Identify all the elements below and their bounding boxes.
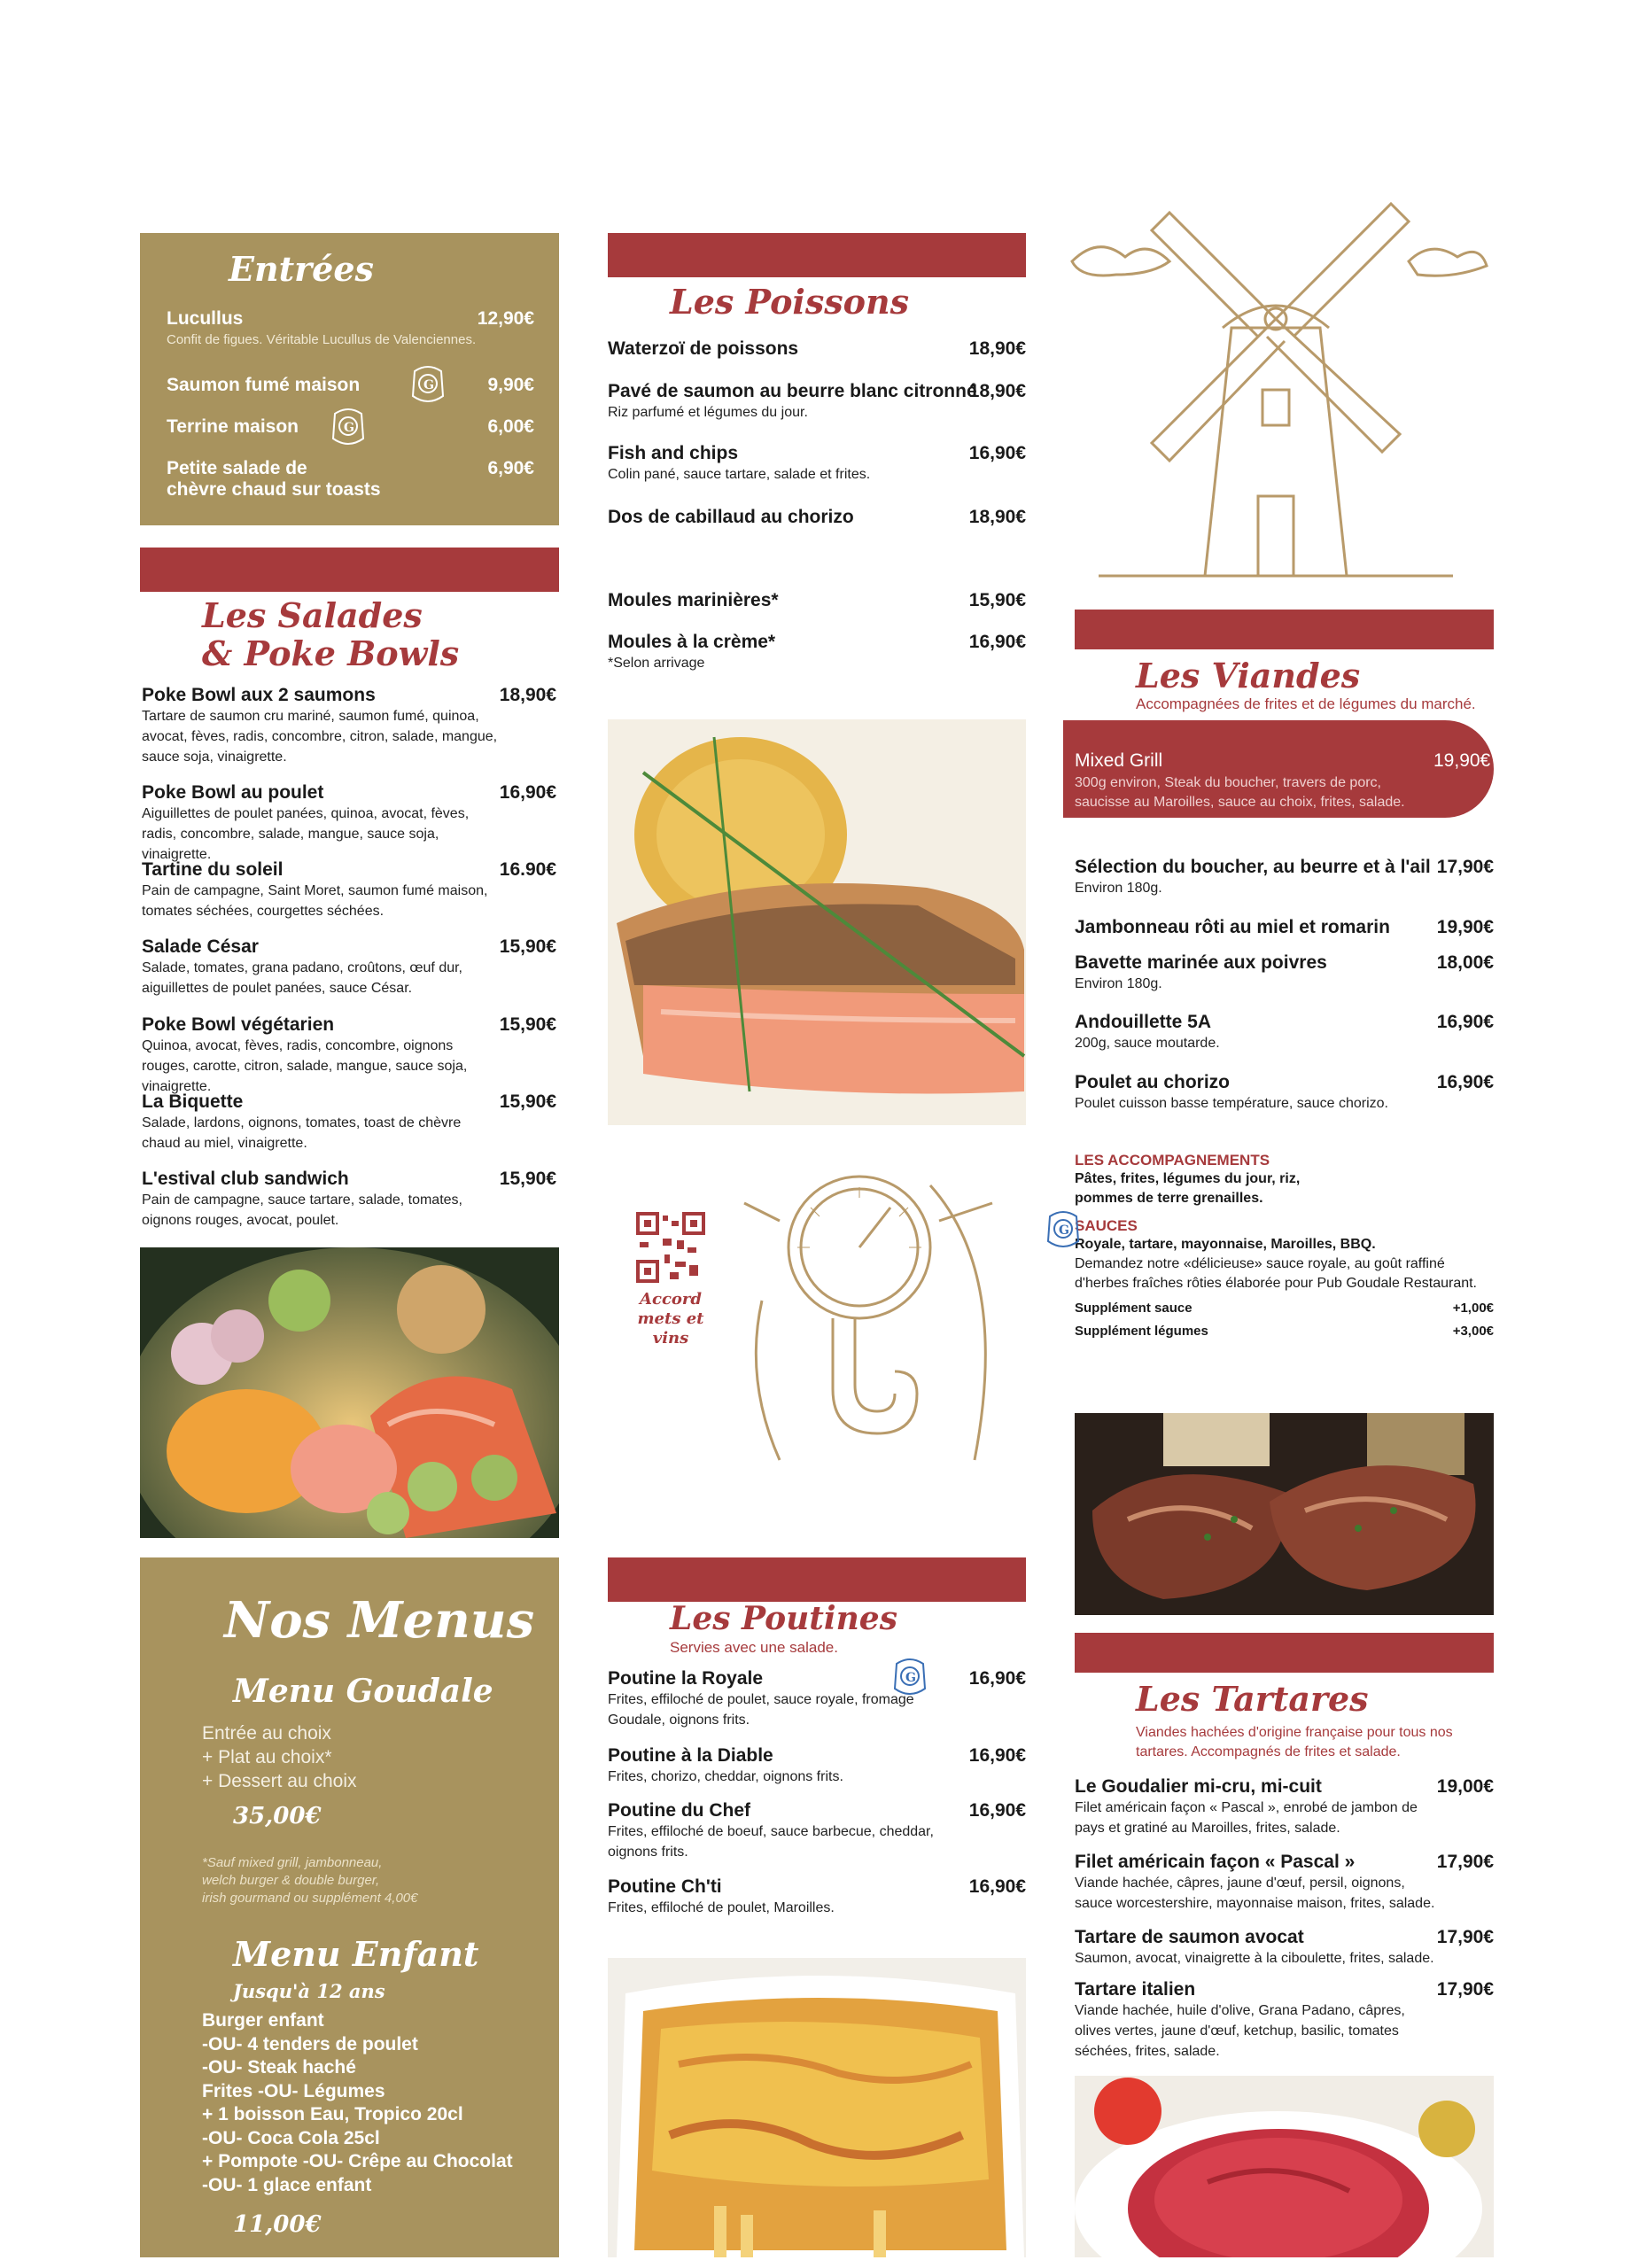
entrees-title: Entrées: [229, 249, 374, 289]
item-name: Poutine Ch'ti: [608, 1876, 722, 1897]
item-name: Poutine la Royale: [608, 1668, 764, 1689]
item-price: 16,90€: [499, 782, 556, 803]
item-price: 17,90€: [1436, 1852, 1494, 1872]
item-name: Pavé de saumon au beurre blanc citronné: [608, 381, 977, 401]
item-description: Quinoa, avocat, fèves, radis, concombre, oignons rouges, carotte, citron, salade, mangue, sauce soja, vinaigrette.: [142, 1038, 468, 1094]
item-description: Salade, lardons, oignons, tomates, toast de chèvre chaud au miel, vinaigrette.: [142, 1115, 462, 1151]
menu-item: [1075, 952, 1494, 994]
item-price: 17,90€: [1436, 1927, 1494, 1947]
item-price: 15,90€: [499, 936, 556, 957]
menu-goudale-title: Menu Goudale: [233, 1673, 493, 1710]
menu-item: [1075, 857, 1494, 898]
menu-item: Petite salade de chèvre chaud sur toasts 6,90€: [167, 458, 534, 500]
tartare-photo: [1075, 2076, 1494, 2257]
item-name: Dos de cabillaud au chorizo: [608, 507, 854, 527]
menu-item: [608, 590, 1026, 611]
item-price: 16,90€: [968, 632, 1026, 652]
item-description: Environ 180g.: [1075, 976, 1162, 991]
item-price: 16,90€: [1436, 1072, 1494, 1092]
item-name: Poulet au chorizo: [1075, 1072, 1231, 1092]
item-price: 19,00€: [1436, 1776, 1494, 1797]
menu-item: [1075, 1012, 1494, 1053]
menu-item: [142, 1169, 556, 1231]
item-name: Poke Bowl au poulet: [142, 782, 324, 803]
menu-item: [1075, 1072, 1494, 1114]
item-description: Pain de campagne, sauce tartare, salade, tomates, oignons rouges, avocat, poulet.: [142, 1192, 462, 1228]
item-description: Saumon, avocat, vinaigrette à la ciboulette, frites, salade.: [1075, 1951, 1434, 1966]
item-name: Moules marinières*: [608, 590, 779, 610]
item-name: Andouillette 5A: [1075, 1012, 1212, 1032]
item-price: 16,90€: [968, 1800, 1026, 1821]
menu-item: [1075, 917, 1494, 938]
item-name: Tartare de saumon avocat: [1075, 1927, 1304, 1947]
item-name: Bavette marinée aux poivres: [1075, 952, 1327, 973]
item-price: 18,00€: [1436, 952, 1494, 973]
steak-photo: [1075, 1413, 1494, 1615]
viandes-subtitle: Accompagnées de frites et de légumes du marché.: [1136, 695, 1476, 712]
menu-goudale-lines: Entrée au choix + Plat au choix* + Dessert au choix: [202, 1723, 357, 1791]
item-name: Poke Bowl aux 2 saumons: [142, 685, 376, 705]
item-name: Jambonneau rôti au miel et romarin: [1075, 917, 1390, 937]
item-description: Colin pané, sauce tartare, salade et frites.: [608, 467, 871, 482]
item-description: 200g, sauce moutarde.: [1075, 1036, 1220, 1051]
item-description: Frites, effiloché de poulet, sauce royale, fromage Goudale, oignons frits.: [608, 1692, 914, 1728]
item-price: 18,90€: [968, 381, 1026, 401]
menu-item: Terrine maison 6,00€: [167, 416, 534, 437]
item-description: Frites, chorizo, cheddar, oignons frits.: [608, 1769, 843, 1784]
item-price: 16,90€: [968, 1745, 1026, 1766]
menu-item: [608, 443, 1026, 485]
menu-item: [142, 936, 556, 998]
item-description: *Selon arrivage: [608, 656, 705, 671]
gauge-sketch: [726, 1168, 1019, 1487]
item-description: Riz parfumé et légumes du jour.: [608, 405, 808, 420]
item-description: Poulet cuisson basse température, sauce chorizo.: [1075, 1096, 1388, 1111]
tartares-subtitle: Viandes hachées d'origine française pour tous nos tartares. Accompagnés de frites et salade.: [1136, 1725, 1453, 1759]
item-price: 15,90€: [499, 1091, 556, 1112]
item-price: 15,90€: [968, 590, 1026, 610]
poutines-subtitle: Servies avec une salade.: [670, 1639, 838, 1656]
item-description: Salade, tomates, grana padano, croûtons, œuf dur, aiguillettes de poulet panées, sauce César.: [142, 960, 462, 996]
menu-goudale-note: *Sauf mixed grill, jambonneau, welch burger & double burger, irish gourmand ou supplément 4,00€: [202, 1855, 418, 1906]
menu-item: [142, 1014, 556, 1097]
menu-item: [142, 859, 556, 921]
item-price: 18,90€: [499, 685, 556, 705]
goudale-seal-icon: [879, 1657, 941, 1705]
menus-title: Nos Menus: [224, 1591, 535, 1650]
poissons-header-bar: [608, 233, 1026, 277]
menu-item: Lucullus 12,90€ Confit de figues. Véritable Lucullus de Valenciennes.: [167, 308, 534, 347]
item-name: La Biquette: [142, 1091, 244, 1112]
item-price: 15,90€: [499, 1014, 556, 1035]
item-name: Fish and chips: [608, 443, 739, 463]
menu-item: [142, 782, 556, 865]
item-description: Tartare de saumon cru mariné, saumon fumé, quinoa, avocat, fèves, radis, concombre, citron, salade, mangue, sauce soja, vinaigrette.: [142, 709, 498, 765]
item-name: Tartine du soleil: [142, 859, 284, 880]
item-description: Frites, effiloché de poulet, Maroilles.: [608, 1900, 835, 1915]
item-price: 16,90€: [968, 1668, 1026, 1689]
salades-title-2: & Poke Bowls: [202, 633, 460, 673]
poutines-title: Les Poutines: [670, 1600, 897, 1637]
poutine-photo: [608, 1958, 1026, 2257]
item-price: 18,90€: [968, 338, 1026, 359]
item-price: 19,90€: [1436, 917, 1494, 937]
menu-item: [608, 381, 1026, 423]
item-price: 18,90€: [968, 507, 1026, 527]
item-name: Filet américain façon « Pascal »: [1075, 1852, 1356, 1872]
item-description: Viande hachée, huile d'olive, Grana Padano, câpres, olives vertes, jaune d'œuf, ketchup, basilic, tomates séchées, frites, salade.: [1075, 2003, 1405, 2059]
menu-item: [608, 1876, 1026, 1918]
item-name: L'estival club sandwich: [142, 1169, 349, 1189]
goudale-seal-icon: [397, 364, 459, 413]
salades-title: Les Salades: [202, 595, 423, 635]
menu-item: [608, 1800, 1026, 1862]
tartares-title: Les Tartares: [1136, 1679, 1369, 1719]
poutines-header-bar: [608, 1557, 1026, 1602]
item-price: 16.90€: [499, 859, 556, 880]
item-price: 16,90€: [1436, 1012, 1494, 1032]
item-price: 17,90€: [1436, 857, 1494, 877]
menu-enfant-lines: Burger enfant -OU- 4 tenders de poulet -OU- Steak haché Frites -OU- Légumes + 1 boisson Eau, Tropico 20cl -OU- Coca Cola 25cl + Pompote -OU- Crêpe au Chocolat -OU- 1 glace enfant: [202, 2010, 513, 2195]
menu-goudale-price: 35,00€: [233, 1803, 322, 1829]
menu-item: [1075, 1776, 1494, 1838]
viandes-header-bar: [1075, 610, 1494, 649]
menu-item: [608, 632, 1026, 673]
item-price: 15,90€: [499, 1169, 556, 1189]
menu-item: [608, 338, 1026, 360]
svg-text:G: G: [423, 378, 434, 392]
accompagnements: LES ACCOMPAGNEMENTS Pâtes, frites, légumes du jour, riz, pommes de terre grenailles. SAUCES Royale, tartare, mayonnaise, Maroilles, BBQ. Demandez notre «délicieuse» sauce royale, au goût raffiné d'herbes fraîches rôties élaborée pour Pub Goudale Restaurant. Supplément sauce +1,00€ Supplément légumes +3,00€: [1075, 1152, 1494, 1339]
item-name: Tartare italien: [1075, 1979, 1196, 2000]
menu-item: [142, 1091, 556, 1153]
item-price: 17,90€: [1436, 1979, 1494, 2000]
menus-panel: [140, 1557, 559, 2257]
item-price: 16,90€: [968, 443, 1026, 463]
item-name: Sélection du boucher, au beurre et à l'ail: [1075, 857, 1431, 877]
poke-bowl-photo: [140, 1247, 559, 1538]
menu-item: [1075, 1927, 1494, 1969]
menu-item: [608, 1745, 1026, 1787]
entrees-panel: [140, 233, 559, 525]
menu-item: [142, 685, 556, 767]
item-description: Viande hachée, câpres, jaune d'œuf, persil, oignons, sauce worcestershire, mayonnaise maison, frites, salade.: [1075, 1876, 1435, 1911]
menu-enfant-sub: Jusqu'à 12 ans: [233, 1980, 385, 2002]
item-description: Aiguillettes de poulet panées, quinoa, avocat, fèves, radis, concombre, salade, mangue, sauce soja, vinaigrette.: [142, 806, 470, 862]
item-name: Poutine à la Diable: [608, 1745, 773, 1766]
goudale-seal-icon: [1032, 1209, 1094, 1258]
menu-enfant-title: Menu Enfant: [233, 1934, 479, 1974]
windmill-sketch: [1063, 195, 1488, 585]
qr-code-icon[interactable]: [636, 1212, 705, 1283]
salmon-photo: [608, 719, 1026, 1125]
mixed-grill-featured: Mixed Grill 19,90€ 300g environ, Steak du boucher, travers de porc, saucisse au Maroilles, sauce au choix, frites, salade.: [1063, 720, 1494, 818]
item-description: Environ 180g.: [1075, 881, 1162, 896]
item-name: Waterzoï de poissons: [608, 338, 799, 359]
item-name: Poke Bowl végétarien: [142, 1014, 335, 1035]
svg-text:G: G: [344, 421, 354, 435]
menu-item: [608, 507, 1026, 528]
menu-item: [1075, 1852, 1494, 1914]
item-description: Filet américain façon « Pascal », enrobé de jambon de pays et gratiné au Maroilles, frites, salade.: [1075, 1800, 1418, 1836]
item-name: Poutine du Chef: [608, 1800, 750, 1821]
item-name: Le Goudalier mi-cru, mi-cuit: [1075, 1776, 1322, 1797]
item-description: Pain de campagne, Saint Moret, saumon fumé maison, tomates séchées, courgettes séchées.: [142, 883, 488, 919]
item-name: Salade César: [142, 936, 259, 957]
viandes-title: Les Viandes: [1136, 656, 1361, 695]
poissons-title: Les Poissons: [670, 282, 910, 322]
goudale-seal-icon: [317, 407, 379, 455]
item-price: 16,90€: [968, 1876, 1026, 1897]
menu-item: [1075, 1979, 1494, 2062]
salades-header-bar: [140, 548, 559, 592]
svg-text:G: G: [905, 1671, 916, 1685]
menu-item: [608, 1668, 1026, 1730]
tartares-header-bar: [1075, 1633, 1494, 1673]
menu-enfant-price: 11,00€: [233, 2211, 322, 2238]
svg-text:G: G: [1059, 1223, 1069, 1238]
accord-label: Accord mets et vins: [637, 1290, 704, 1348]
item-description: Frites, effiloché de boeuf, sauce barbecue, cheddar, oignons frits.: [608, 1824, 934, 1860]
item-name: Moules à la crème*: [608, 632, 776, 652]
menu-item: Saumon fumé maison 9,90€: [167, 375, 534, 395]
